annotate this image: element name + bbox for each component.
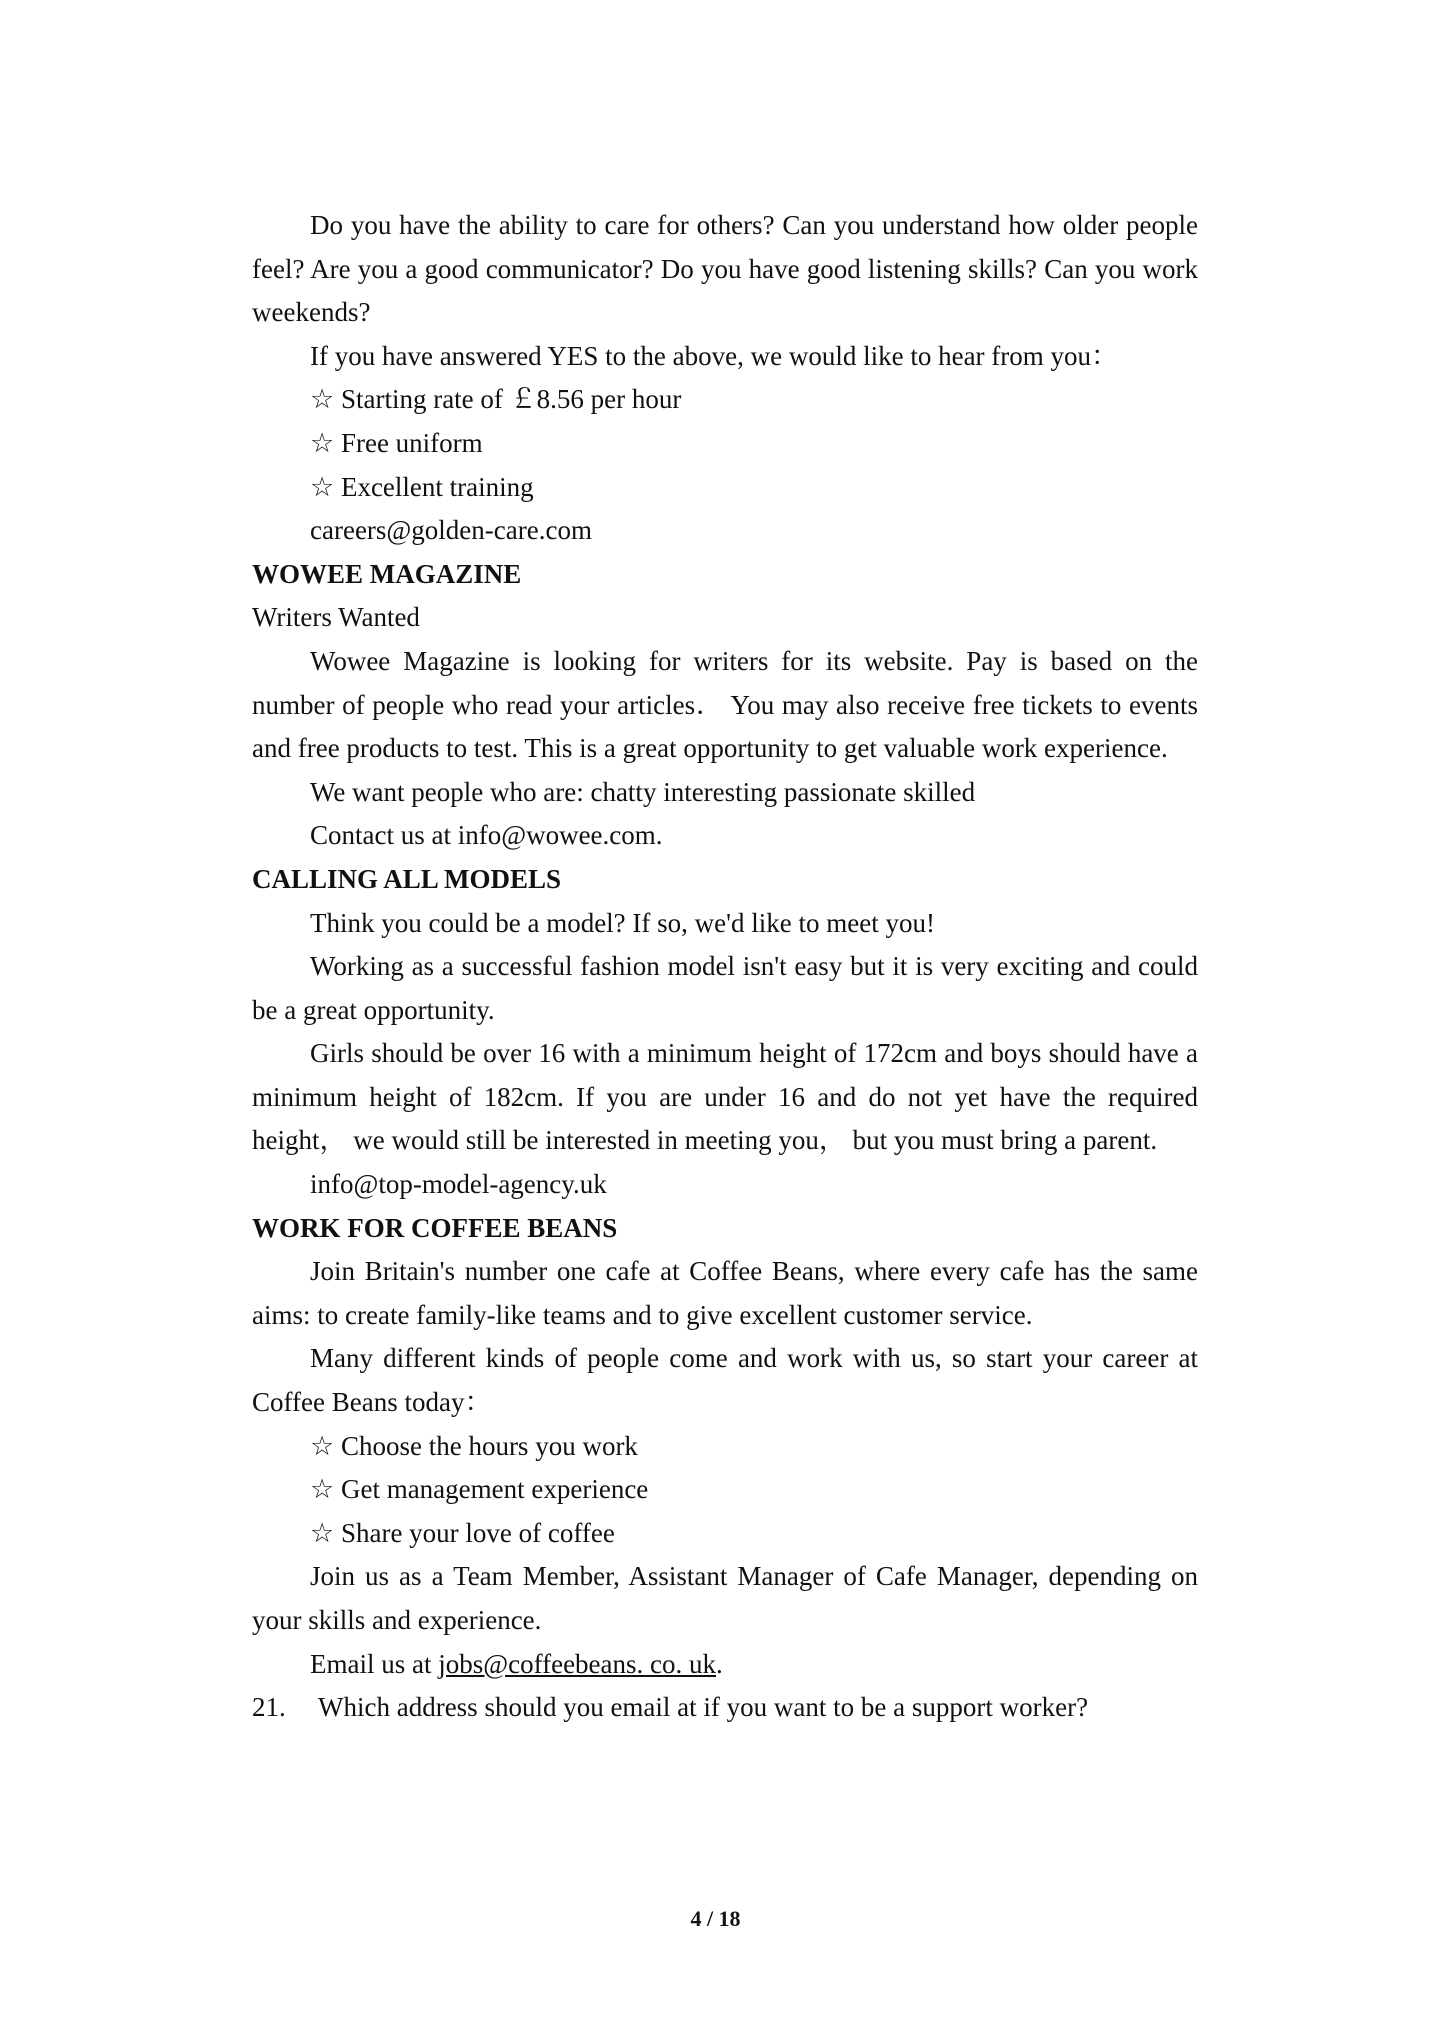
wowee-heading: WOWEE MAGAZINE xyxy=(252,558,522,589)
care-invitation: If you have answered YES to the above, we would like to hear from you： xyxy=(310,340,1119,371)
wowee-contact: Contact us at info@wowee.com. xyxy=(310,820,663,851)
coffee-intro: Join Britain's number one cafe at Coffee Beans, where every cafe has the same aims: to create family-like teams and to give excellent customer service. xyxy=(252,1256,1198,1330)
coffee-career: Many different kinds of people come and work with us, so start your career at Coffee Beans today： xyxy=(252,1343,1198,1418)
page-number: 4 / 18 xyxy=(690,1906,741,1931)
coffee-email-suffix: . xyxy=(716,1648,723,1679)
document-page xyxy=(252,204,1198,1730)
coffee-email-prefix: Email us at xyxy=(310,1648,439,1679)
models-intro: Think you could be a model? If so, we'd like to meet you! xyxy=(310,907,935,938)
models-requirements: Girls should be over 16 with a minimum height of 172cm and boys should have a minimum height of 182cm. If you are under 16 and do not yet have the required height， we would still be interested in meeting you， but you must bring a parent. xyxy=(252,1038,1198,1156)
coffee-bullet-hours: ☆ Choose the hours you work xyxy=(310,1430,638,1461)
coffee-email-link[interactable]: jobs@coffeebeans. co. uk xyxy=(438,1648,717,1679)
coffee-bullet-love: ☆ Share your love of coffee xyxy=(310,1517,615,1548)
question-21 xyxy=(252,1686,1198,1730)
question-text: Which address should you email at if you want to be a support worker? xyxy=(318,1692,1089,1723)
question-number: 21. xyxy=(252,1692,286,1723)
models-email: info@top-model-agency.uk xyxy=(310,1169,607,1200)
care-bullet-rate: ☆ Starting rate of ￡8.56 per hour xyxy=(310,384,682,415)
wowee-description: Wowee Magazine is looking for writers for its website. Pay is based on the number of people who read your articles． You may also receive free tickets to events and free products to test. This is a great opportunity to get valuable work experience. xyxy=(252,645,1198,764)
care-intro: Do you have the ability to care for others? Can you understand how older people feel? Are you a good communicator? Do you have good listening skills? Can you work weekends? xyxy=(252,210,1198,328)
care-bullet-training: ☆ Excellent training xyxy=(310,471,534,502)
coffee-email-line xyxy=(252,1643,1198,1687)
care-email: careers@golden-care.com xyxy=(310,515,592,546)
models-description: Working as a successful fashion model isn't easy but it is very exciting and could be a great opportunity. xyxy=(252,951,1198,1025)
care-bullet-uniform: ☆ Free uniform xyxy=(310,427,483,458)
coffee-roles: Join us as a Team Member, Assistant Manager of Cafe Manager, depending on your skills and experience. xyxy=(252,1561,1198,1635)
wowee-requirements: We want people who are: chatty interesting passionate skilled xyxy=(310,776,976,807)
coffee-bullet-management: ☆ Get management experience xyxy=(310,1474,649,1505)
models-heading: CALLING ALL MODELS xyxy=(252,863,562,894)
wowee-subheading: Writers Wanted xyxy=(252,602,420,633)
coffee-heading: WORK FOR COFFEE BEANS xyxy=(252,1212,618,1243)
